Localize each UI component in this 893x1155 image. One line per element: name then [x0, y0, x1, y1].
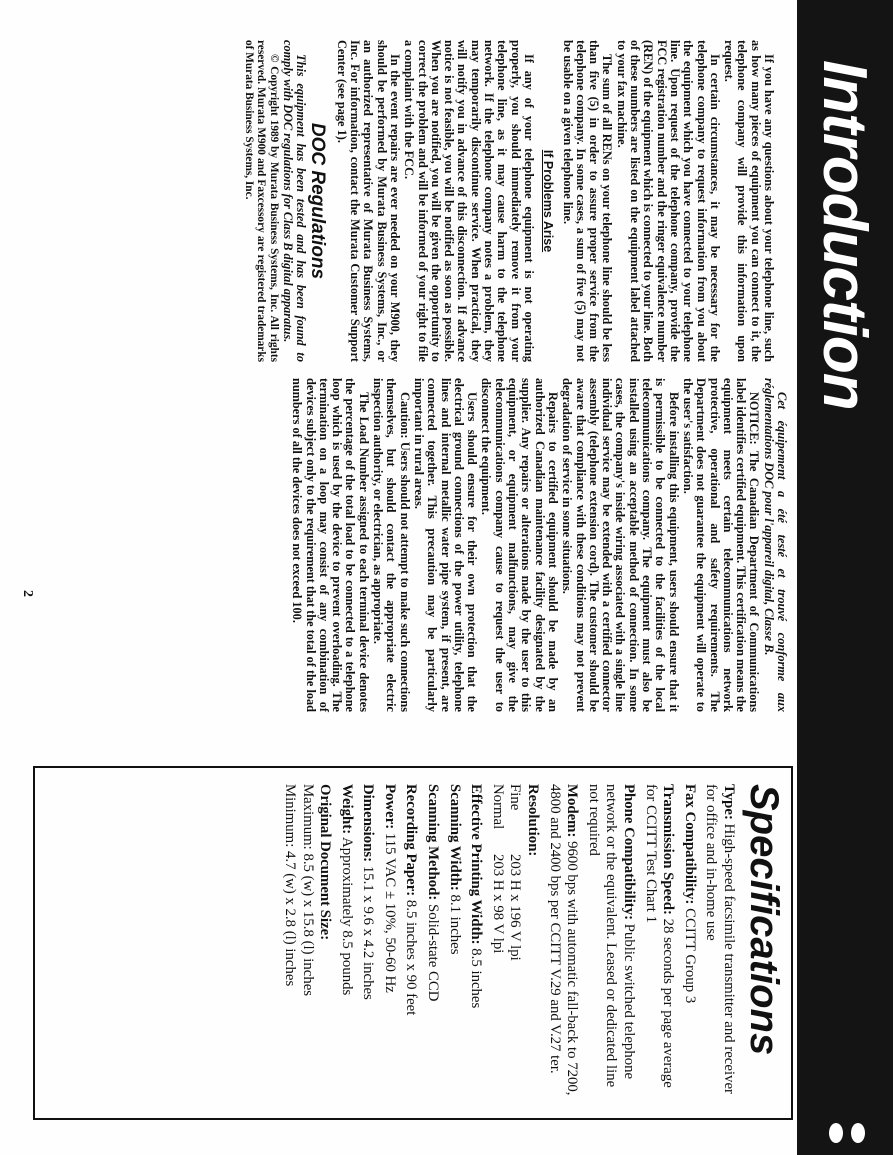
caution-paragraph	[371, 378, 411, 712]
notice-paragraph	[681, 378, 761, 712]
specifications-box	[33, 766, 793, 1120]
doc-regulations-heading: DOC Regulations	[307, 122, 329, 280]
french-statement: Cet équipement a été testé et trouvé conforme aux réglementations DOC pour l'appareil digital, Classe B.	[761, 378, 789, 712]
spec-weight: Weight: Approximately 8.5 pounds	[338, 784, 355, 996]
spec-scanning-method: Scanning Method: Solid-state CCD	[425, 784, 442, 1002]
page-title: Introduction	[810, 60, 879, 410]
section-heading: If Problems Arise	[541, 149, 556, 253]
caution-text: Users should not attempt to make such connections themselves, but should contact the appropriate electric inspection authority, or electrician, as appropriate.	[371, 378, 412, 713]
copyright-notice: © Copyright 1989 by Murata Business Systems, Inc. All rights reserved. Murata M900 and Faxcessory are registered trademarks of Murata Business Systems, Inc.	[242, 40, 280, 362]
specifications-title: Specifications	[742, 784, 786, 1056]
page-number: 2	[20, 590, 35, 597]
notice-label: NOTICE:	[747, 392, 762, 445]
paragraph: The Load Number assigned to each terminal device denotes the percentage of the total load to be connected to a telephone loop which is used by the device to prevent overloading. The termination on a loop may consist of any combination of devices subject only to the requirement that the total of the load numbers of all the devices does not exceed 100.	[290, 378, 371, 712]
ods-maximum: Maximum: 8.5 (w) x 15.8 (l) inches	[299, 784, 316, 997]
caution-label: Caution:	[397, 392, 412, 439]
title-band	[797, 0, 893, 1155]
paragraph: Before installing this equipment, users should ensure that it is permissible to be connected to the facilities of the local telecommunications company. The equipment must also be installed using an acceptable method of connection. In some cases, the company's inside wiring associated with a single line individual service may be extended with a certified connector assembly (telephone extension cord). The customer should be aware that compliance with these conditions may not prevent degradation of service in some situations.	[560, 378, 681, 712]
spec-dimensions: Dimensions: 15.1 x 9.6 x 4.2 inches	[360, 784, 377, 1000]
paragraph: If you have any questions about your telephone line, such as how many pieces of equipment you can connect to it, the telephone company will provide this information upon request.	[722, 40, 776, 362]
column-1	[241, 40, 775, 362]
spec-scanning-width: Scanning Width: 8.1 inches	[446, 784, 463, 955]
spec-effective-printing-width: Effective Printing Width: 8.5 inches	[468, 784, 485, 1009]
paragraph: The sum of all RENs on your telephone line should be less than five (5) in order to assure proper service from the telephone company. In some cases, a sum of five (5) may not be usable on a given telephone line.	[560, 40, 615, 362]
resolution-normal: Normal 203 H x 98 V lpi	[489, 784, 506, 954]
paragraph: In certain circumstances, it may be necessary for the telephone company to request information from you about the equipment which you have connected to your telephone line. Upon request of the telephone company, provide the FCC registration number and the ringer equivalence number (REN) of the equipment which is connected to your line. Both of these numbers are listed on the equipment label attached to your fax machine.	[614, 40, 722, 362]
spec-recording-paper: Recording Paper: 8.5 inches x 90 feet	[403, 784, 420, 1016]
resolution-fine: Fine 203 H x 196 V lpi	[507, 784, 524, 961]
spec-power: Power: 115 VAC ± 10%, 50-60 Hz	[381, 784, 398, 993]
binder-hole-icon	[825, 1121, 865, 1155]
paragraph: In the event repairs are ever needed on your M900, they should be performed by Murata Business Systems, Inc., or an authorized representative of Murata Business Systems, Inc. For information, contact the Murata Customer Support Center (see page 1).	[334, 40, 402, 362]
paragraph: Users should ensure for their own protection that the electrical ground connections of the power utility, telephone lines and internal metallic water pipe system, if present, are connected together. This precaution may be particularly important in rural areas.	[411, 378, 480, 712]
spec-type: Type: High-speed facsimile transmitter and receiver for office and in-home use	[703, 784, 737, 1094]
spec-modem: Modem: 9600 bps with automatic fall-back to 7200, 4800 and 2400 bps per CCITT V.29 and V.27 ter.	[546, 784, 581, 1096]
ods-minimum: Minimum: 4.7 (w) x 2.8 (l) inches	[281, 784, 298, 987]
notice-text: The Canadian Department of Communications label identifies certified equipment. This certification means the equipment meets certain telecommunications network protective, operational and safety requirements. The Department does not guarantee the equipment will operate to the user's satisfaction.	[680, 378, 762, 712]
paragraph: Repairs to certified equipment should be made by an authorized Canadian maintenance facility designated by the supplier. Any repairs or alterations made by the user to this equipment, or equipment malfunctions, may give the telecommunications company cause to request the user to disconnect the equipment.	[479, 378, 560, 712]
spec-fax-compatibility: Fax Compatibility: CCITT Group 3	[681, 784, 698, 1004]
paragraph: If any of your telephone equipment is not operating properly, you should immediately remove it from your telephone line, as it may cause harm to the telephone network. If the telephone company notes a problem, they may temporarily discontinue service. When practical, they will notify you in advance of this disconnection. If advance notice is not feasible, you will be notified as soon as possible. When you are notified, you will be given the opportunity to correct the problem and will be informed of your right to file a complaint with the FCC.	[402, 40, 536, 362]
spec-phone-compatibility: Phone Compatibility: Public switched telephone network or the equivalent. Leased or dedicated line not required	[585, 784, 638, 1088]
spec-transmission-speed: Transmission Speed: 28 seconds per page average for CCITT Test Chart 1	[642, 784, 677, 1088]
spec-original-document-size: Original Document Size: Maximum: 8.5 (w) x 15.8 (l) inches Minimum: 4.7 (w) x 2.8 (l) inches	[280, 784, 333, 1104]
doc-statement: This equipment has been tested and has been found to comply with DOC regulations for Class B digital apparatus.	[280, 40, 309, 362]
column-2	[289, 378, 788, 712]
spec-resolution: Resolution: Fine 203 H x 196 V lpi Normal 203 H x 98 V lpi	[488, 784, 541, 1104]
